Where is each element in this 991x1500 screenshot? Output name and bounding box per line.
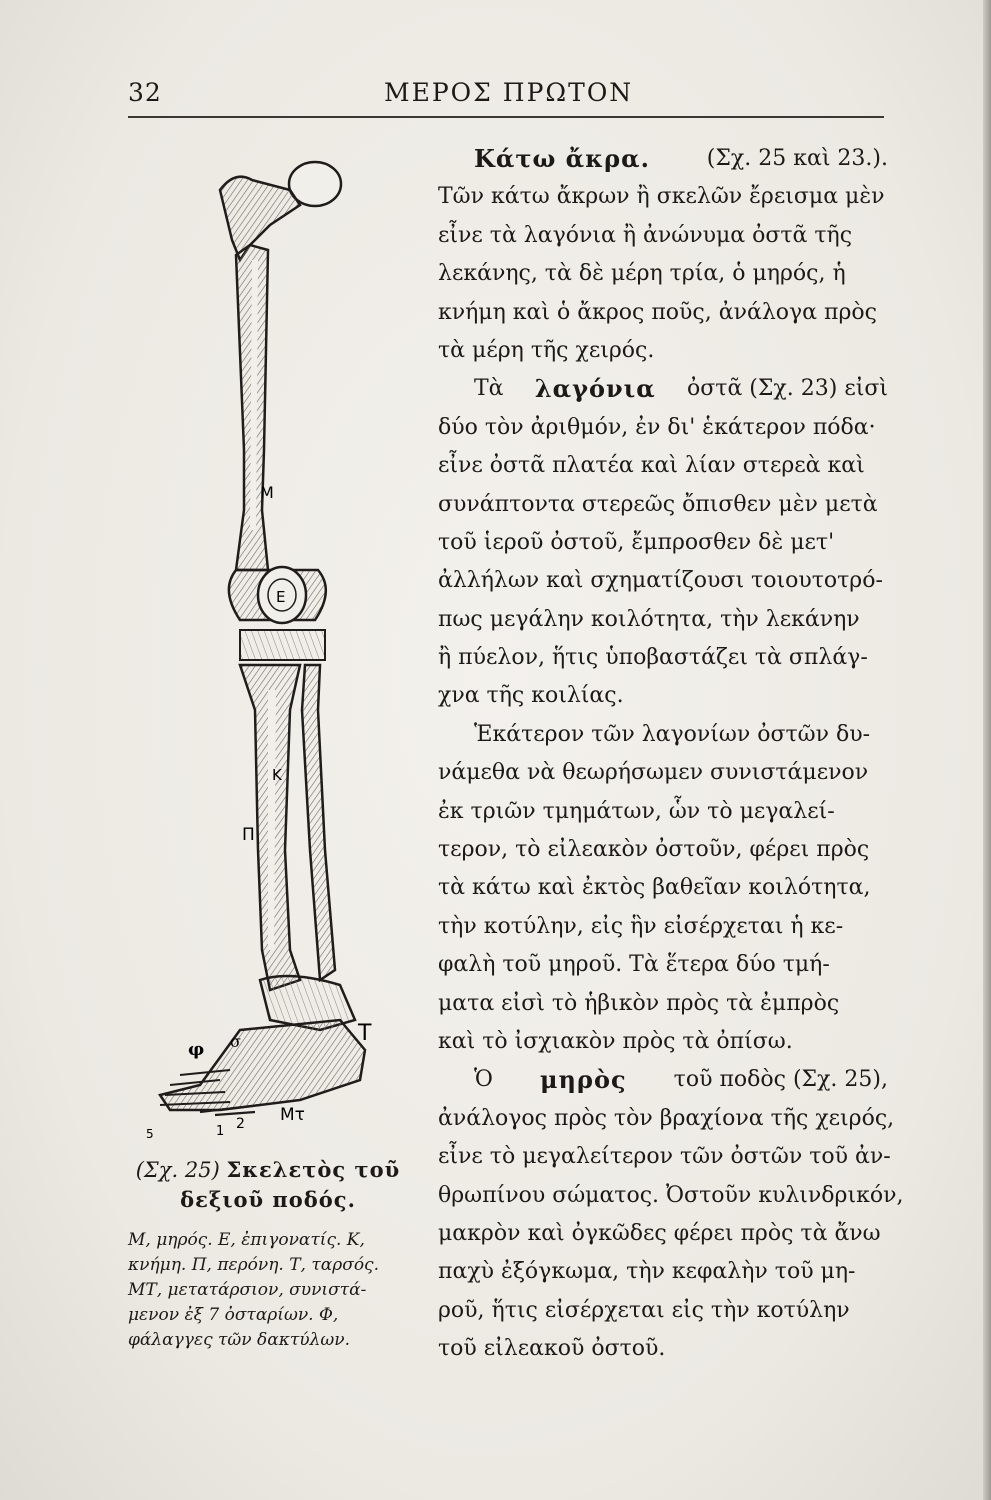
label-2: 2 (236, 1116, 245, 1132)
text-fragment: ὀστᾶ (Σχ. 23) εἰσὶ (687, 376, 888, 402)
text-fragment: (Σχ. 25 καὶ 23.). (706, 146, 888, 171)
text-line: νάμεθα νὰ θεωρήσωμεν συνιστάμενον (438, 760, 869, 786)
label-1: 1 (216, 1124, 225, 1139)
caption-title-line-2: δεξιοῦ ποδός. (180, 1187, 356, 1212)
text-line: ματα εἰσὶ τὸ ἡβικὸν πρὸς τὰ ἐμπρὸς (438, 990, 840, 1016)
text-line: εἶνε ὀστᾶ πλατέα καὶ λίαν στερεὰ καὶ (438, 453, 865, 479)
text-line: Τῶν κάτω ἄκρων ἢ σκελῶν ἔρεισμα μὲν (438, 184, 885, 210)
legend-line: κνήμη. Π, περόνη. Τ, ταρσός. (128, 1255, 379, 1275)
text-line (438, 1061, 888, 1099)
label-MT: Μτ (280, 1105, 305, 1125)
text-line: θρωπίνου σώματος. Ὀστοῦν κυλινδρικόν, (438, 1182, 904, 1208)
caption-title-line-1: Σκελετὸς τοῦ (226, 1157, 401, 1182)
label-M: M (260, 483, 274, 502)
text-line: δύο τὸν ἀριθμόν, ἐν δι' ἑκάτερον πόδα· (438, 414, 876, 440)
figure-legend (128, 1228, 410, 1353)
page-header (128, 70, 884, 114)
text-line: Ἑκάτερον τῶν λαγονίων ὀστῶν δυ- (474, 721, 870, 747)
text-line: ἢ πύελον, ἥτις ὑποβαστάζει τὰ σπλάγ- (438, 645, 868, 671)
text-line: εἶνε τὰ λαγόνια ἢ ἀνώνυμα ὀστᾶ τῆς (438, 222, 853, 248)
figure-caption (128, 1155, 408, 1215)
text-fragment: Τὰ (474, 376, 504, 402)
text-line: τὰ μέρη τῆς χειρός. (438, 337, 655, 363)
section-heading-lower-limbs: Κάτω ἄκρα. (474, 144, 650, 173)
text-line: τὴν κοτύλην, εἰς ἣν εἰσέρχεται ἡ κε- (438, 913, 844, 939)
text-line (438, 140, 888, 178)
section-heading-femur: μηρὸς (539, 1065, 627, 1095)
text-line: τοῦ ἱεροῦ ὀστοῦ, ἔμπροσθεν δὲ μετ' (438, 529, 835, 555)
text-line: λεκάνης, τὰ δὲ μέρη τρία, ὁ μηρός, ἡ (438, 261, 846, 287)
legend-line: ΜΤ, μετατάρσιον, συνιστά- (128, 1280, 367, 1300)
text-line: τοῦ εἰλεακοῦ ὀστοῦ. (438, 1336, 666, 1362)
section-heading-iliac: λαγόνια (534, 374, 656, 404)
text-line: ἀλλήλων καὶ σχηματίζουσι τοιουτοτρό- (438, 568, 883, 594)
text-line: εἶνε τὸ μεγαλείτερον τῶν ὀστῶν τοῦ ἀν- (438, 1144, 891, 1170)
legend-line: μενον ἐξ 7 ὀσταρίων. Φ, (128, 1305, 339, 1325)
text-line: καὶ τὸ ἰσχιακὸν πρὸς τὰ ὀπίσω. (438, 1028, 793, 1054)
text-line: μακρὸν καὶ ὀγκῶδες φέρει πρὸς τὰ ἄνω (438, 1220, 881, 1246)
text-fragment: τοῦ ποδὸς (Σχ. 25), (673, 1067, 888, 1093)
header-rule (128, 116, 884, 118)
legend-line: Μ, μηρός. Ε, ἐπιγονατίς. Κ, (128, 1230, 365, 1250)
text-line: ἀνάλογος πρὸς τὸν βραχίονα τῆς χειρός, (438, 1105, 895, 1131)
running-title: ΜΕΡΟΣ ΠΡΩΤΟΝ (384, 78, 634, 107)
foot (160, 1020, 365, 1115)
label-sigma: σ (230, 1032, 241, 1051)
label-phi: φ (188, 1039, 205, 1060)
leg-skeleton-illustration (140, 150, 400, 1150)
text-line: τὰ κάτω καὶ ἐκτὸς βαθεῖαν κοιλότητα, (438, 875, 871, 901)
text-line: τερον, τὸ εἰλεακὸν ὀστοῦν, φέρει πρὸς (438, 837, 870, 863)
text-line: πως μεγάλην κοιλότητα, τὴν λεκάνην (438, 606, 860, 632)
text-line (438, 370, 888, 408)
figure-reference: (Σχ. 25) (135, 1158, 220, 1182)
text-line: κνήμη καὶ ὁ ἄκρος ποῦς, ἀνάλογα πρὸς (438, 299, 877, 325)
label-K: K (272, 766, 282, 784)
text-line: ἐκ τριῶν τμημάτων, ὧν τὸ μεγαλεί- (438, 798, 835, 824)
page-number: 32 (128, 78, 162, 107)
label-T: T (358, 1021, 372, 1046)
leg-skeleton-figure (140, 150, 400, 1150)
fibula (302, 665, 335, 980)
text-line: χνα τῆς κοιλίας. (438, 683, 624, 709)
text-line: συνάπτοντα στερεῶς ὄπισθεν μὲν μετὰ (438, 491, 878, 517)
text-line: φαλὴ τοῦ μηροῦ. Τὰ ἕτερα δύο τμή- (438, 952, 830, 978)
femur (220, 162, 341, 620)
text-fragment: Ὁ (474, 1067, 493, 1093)
label-P: П (242, 825, 255, 845)
legend-line: φάλαγγες τῶν δακτύλων. (128, 1330, 350, 1350)
label-E: E (276, 588, 286, 606)
body-text (438, 140, 904, 1369)
text-line: ροῦ, ἥτις εἰσέρχεται εἰς τὴν κοτύλην (438, 1297, 850, 1323)
page-edge (983, 0, 991, 1500)
text-line: παχὺ ἐξόγκωμα, τὴν κεφαλὴν τοῦ μη- (438, 1259, 856, 1285)
label-5: 5 (146, 1127, 154, 1141)
